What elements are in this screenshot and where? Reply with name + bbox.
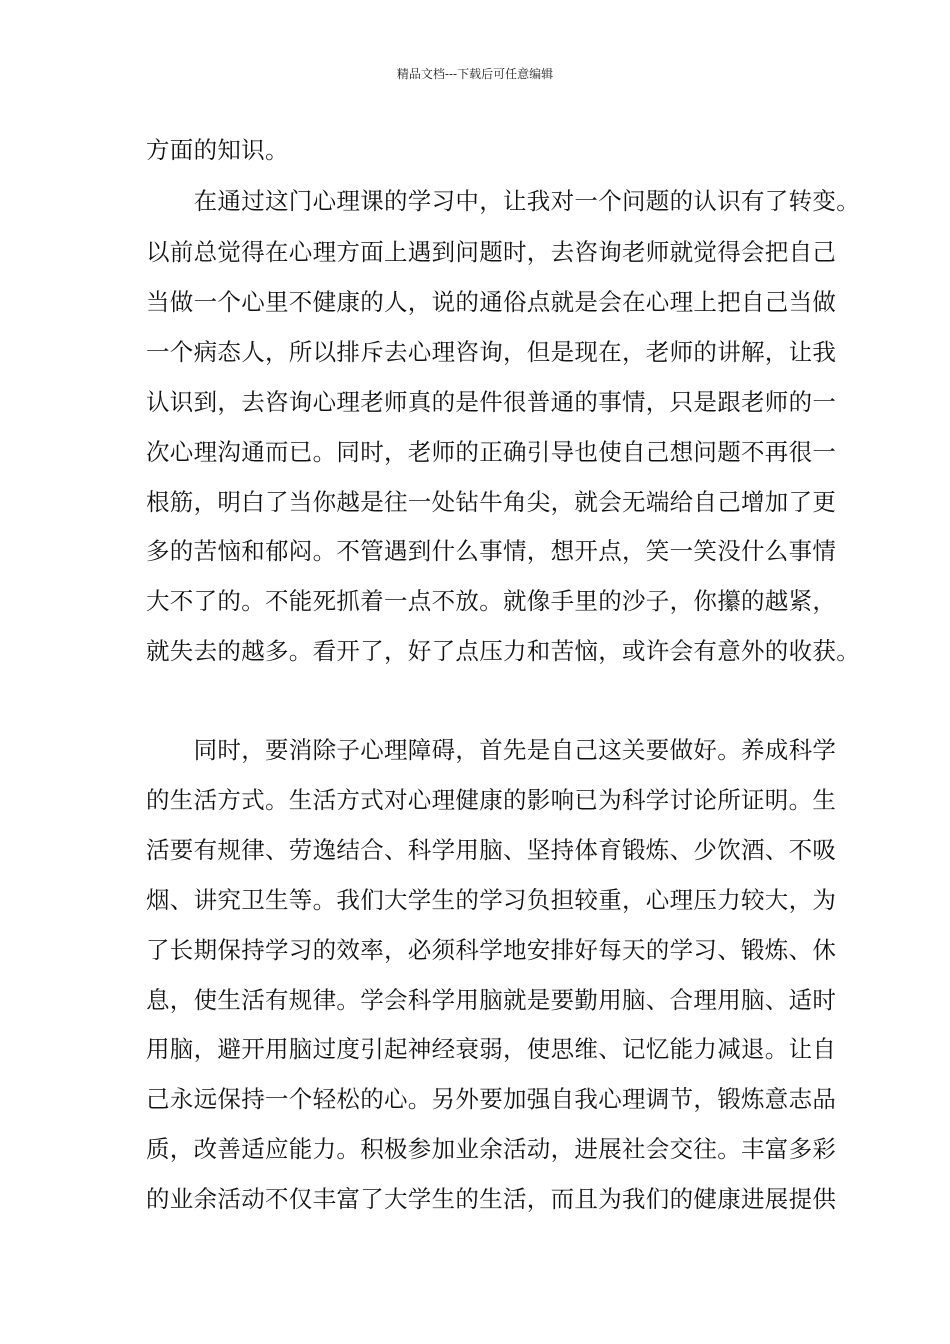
text-line: 息，使生活有规律。学会科学用脑就是要勤用脑、合理用脑、适时 <box>146 986 837 1014</box>
text-line: 当做一个心里不健康的人，说的通俗点就是会在心理上把自己当做 <box>146 288 837 316</box>
text-line: 次心理沟通而已。同时，老师的正确引导也使自己想问题不再很一 <box>146 438 837 466</box>
text-line: 方面的知识。 <box>146 136 289 164</box>
text-line: 烟、讲究卫生等。我们大学生的学习负担较重，心理压力较大，为 <box>146 886 837 914</box>
text-line: 大不了的。不能死抓着一点不放。就像手里的沙子，你攥的越紧， <box>146 587 837 615</box>
text-line: 的生活方式。生活方式对心理健康的影响已为科学讨论所证明。生 <box>146 786 837 814</box>
text-line: 就失去的越多。看开了，好了点压力和苦恼，或许会有意外的收获。 <box>146 637 860 665</box>
text-line: 根筋，明白了当你越是往一处钻牛角尖，就会无端给自己增加了更 <box>146 488 837 516</box>
text-line: 多的苦恼和郁闷。不管遇到什么事情，想开点，笑一笑没什么事情 <box>146 537 837 565</box>
text-line: 同时，要消除子心理障碍，首先是自己这关要做好。养成科学 <box>146 736 837 764</box>
text-line: 活要有规律、劳逸结合、科学用脑、坚持体育锻炼、少饮酒、不吸 <box>146 836 837 864</box>
text-line: 认识到，去咨询心理老师真的是件很普通的事情，只是跟老师的一 <box>146 388 837 416</box>
text-line: 用脑，避开用脑过度引起神经衰弱，使思维、记忆能力减退。让自 <box>146 1035 837 1063</box>
text-line: 质，改善适应能力。积极参加业余活动，进展社会交往。丰富多彩 <box>146 1135 837 1163</box>
text-line: 了长期保持学习的效率，必须科学地安排好每天的学习、锻炼、休 <box>146 936 837 964</box>
text-line: 在通过这门心理课的学习中，让我对一个问题的认识有了转变。 <box>146 187 860 215</box>
text-line: 以前总觉得在心理方面上遇到问题时，去咨询老师就觉得会把自己 <box>146 238 837 266</box>
text-line: 一个病态人，所以排斥去心理咨询，但是现在，老师的讲解，让我 <box>146 338 837 366</box>
page-header: 精品文档---下载后可任意编辑 <box>396 67 554 81</box>
text-line: 己永远保持一个轻松的心。另外要加强自我心理调节，锻炼意志品 <box>146 1085 837 1113</box>
text-line: 的业余活动不仅丰富了大学生的生活，而且为我们的健康进展提供 <box>146 1185 837 1213</box>
